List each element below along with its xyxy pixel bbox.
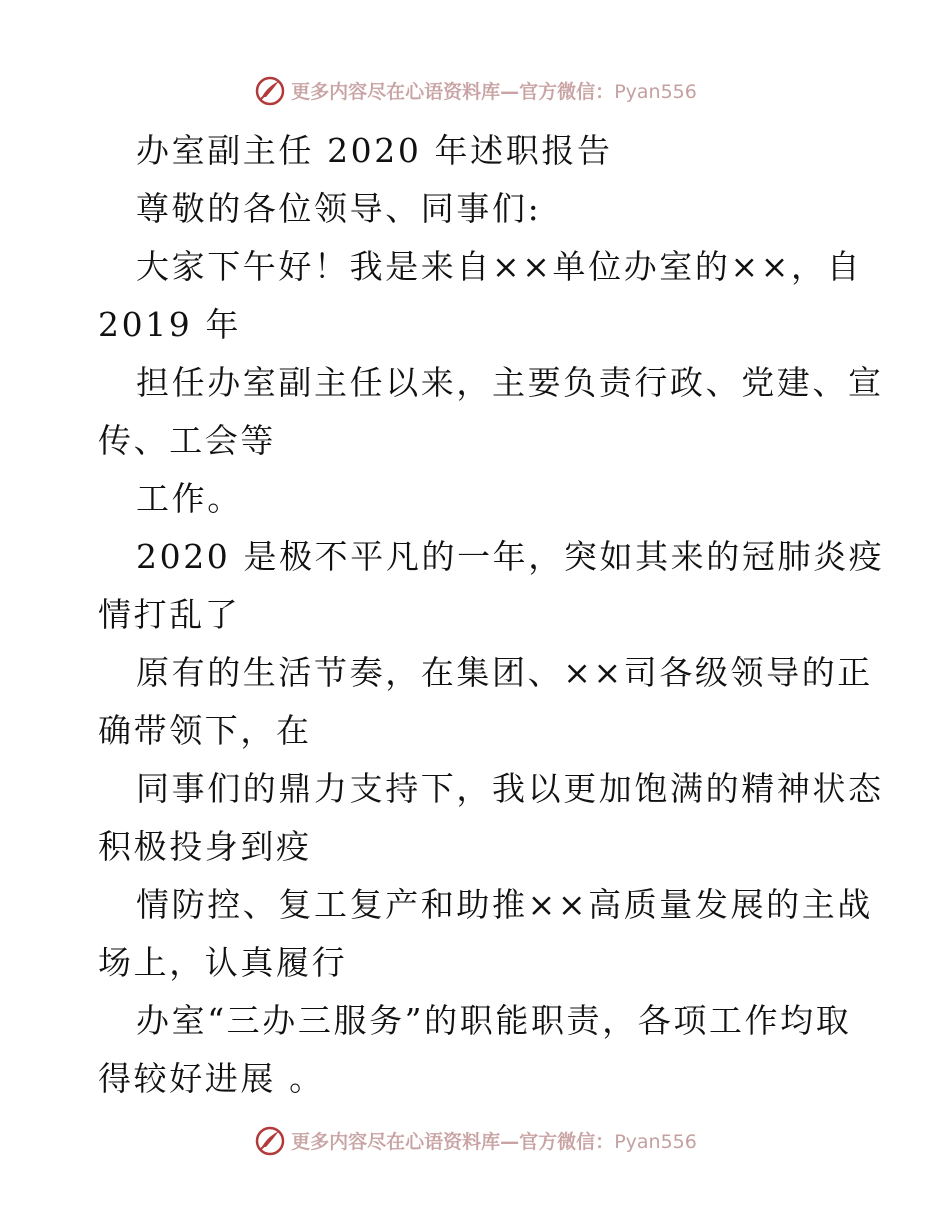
watermark-text [291, 1127, 697, 1154]
watermark-text [291, 77, 697, 104]
watermark-wechat-id: Pyan556 [614, 80, 697, 103]
doc-line: 确带领下，在 [98, 711, 312, 750]
doc-line: 工作。 [136, 479, 243, 518]
doc-line: 办室“三办三服务”的职能职责，各项工作均取 [136, 1001, 852, 1040]
doc-line: 同事们的鼎力支持下，我以更加饱满的精神状态 [136, 769, 884, 808]
doc-line: 大家下午好！我是来自××单位办室的××，自 [136, 247, 863, 286]
doc-line: 情打乱了 [98, 595, 241, 634]
doc-line: 传、工会等 [98, 421, 276, 460]
watermark-wechat-label: 官方微信： [519, 80, 615, 103]
book-quill-logo-icon [253, 1123, 287, 1157]
doc-line: 2020 是极不平凡的一年，突如其来的冠肺炎疫 [136, 537, 885, 576]
doc-line: 2019 年 [98, 305, 242, 344]
watermark-wechat-id: Pyan556 [614, 1130, 697, 1153]
doc-salutation: 尊敬的各位领导、同事们: [136, 189, 542, 228]
watermark-wechat-label: 官方微信： [519, 1130, 615, 1153]
doc-title: 办室副主任 2020 年述职报告 [136, 131, 613, 170]
watermark-separator: — [500, 80, 520, 103]
doc-line: 原有的生活节奏，在集团、××司各级领导的正 [136, 653, 873, 692]
doc-line: 情防控、复工复产和助推××高质量发展的主战 [136, 885, 873, 924]
footer-watermark-banner [0, 1120, 950, 1160]
watermark-cn: 更多内容尽在心语资料库 [291, 1130, 501, 1153]
document-body [98, 122, 885, 1108]
book-quill-logo-icon [253, 73, 287, 107]
watermark-separator: — [500, 1130, 520, 1153]
doc-line: 担任办室副主任以来，主要负责行政、党建、宣 [136, 363, 884, 402]
doc-line: 得较好进展 。 [98, 1059, 325, 1098]
doc-line: 场上，认真履行 [98, 943, 348, 982]
header-watermark-banner [0, 70, 950, 110]
doc-line: 积极投身到疫 [98, 827, 312, 866]
watermark-cn: 更多内容尽在心语资料库 [291, 80, 501, 103]
